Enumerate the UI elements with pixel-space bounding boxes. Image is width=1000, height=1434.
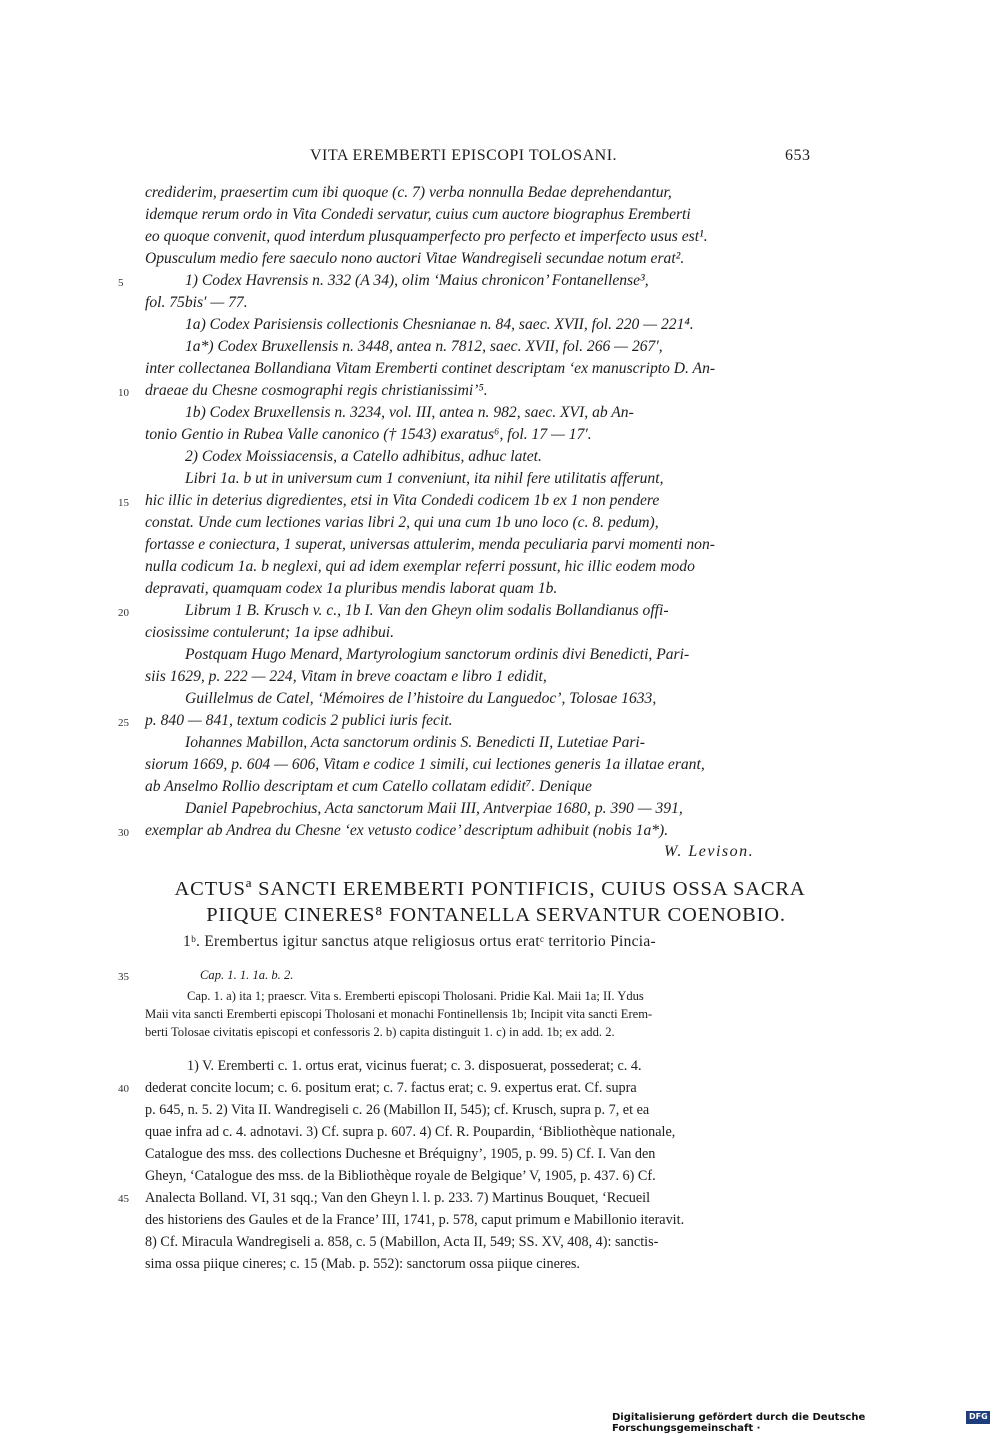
footnote-line: 8) Cf. Miracula Wandregiseli a. 858, c. 5 (Mabillon, Acta II, 549; SS. XV, 408, 4): sanctis- bbox=[145, 1234, 659, 1250]
text-line: Daniel Papebrochius, Acta sanctorum Maii III, Antverpiae 1680, p. 390 — 391, bbox=[185, 800, 683, 817]
footnote-line: sima ossa piique cineres; c. 15 (Mab. p. 552): sanctorum ossa piique cineres. bbox=[145, 1256, 580, 1272]
text-line: ciosissime contulerunt; 1a ipse adhibui. bbox=[145, 624, 395, 641]
text-line: exemplar ab Andrea du Chesne ‘ex vetusto codice’ descriptum adhibuit (nobis 1a*). bbox=[145, 822, 669, 839]
apparatus-line: Cap. 1. a) ita 1; praescr. Vita s. Eremberti episcopi Tholosani. Pridie Kal. Maii 1a; II. Ydus bbox=[187, 989, 644, 1003]
text-line: inter collectanea Bollandiana Vitam Eremberti continet descriptam ‘ex manuscripto D. An- bbox=[145, 360, 716, 377]
text-line: p. 840 — 841, textum codicis 2 publici iuris fecit. bbox=[145, 712, 453, 729]
apparatus-line: Cap. 1. 1. 1a. b. 2. bbox=[200, 968, 294, 982]
running-header-title: VITA EREMBERTI EPISCOPI TOLOSANI. bbox=[310, 147, 618, 164]
editor-signature: W. Levison. bbox=[664, 843, 755, 860]
text-line: Iohannes Mabillon, Acta sanctorum ordinis S. Benedicti II, Lutetiae Pari- bbox=[185, 734, 645, 751]
text-line: Libri 1a. b ut in universum cum 1 conveniunt, ita nihil fere utilitatis afferunt, bbox=[185, 470, 664, 487]
digitization-credit: Digitalisierung gefördert durch die Deutsche Forschungsgemeinschaft · bbox=[612, 1412, 866, 1434]
text-line: tonio Gentio in Rubea Valle canonico († 1543) exaratus⁶, fol. 17 — 17′. bbox=[145, 426, 592, 443]
line-number: 40 bbox=[118, 1083, 129, 1095]
text-line: 1b) Codex Bruxellensis n. 3234, vol. III, antea n. 982, saec. XVI, ab An- bbox=[185, 404, 634, 421]
page-number: 653 bbox=[785, 147, 811, 164]
text-line: constat. Unde cum lectiones varias libri 2, qui una cum 1b uno loco (c. 8. pedum), bbox=[145, 514, 659, 531]
line-number: 10 bbox=[118, 387, 129, 399]
text-line: fol. 75bis′ — 77. bbox=[145, 294, 248, 311]
apparatus-line: Maii vita sancti Eremberti episcopi Tholosani et monachi Fontinellensis 1b; Incipit vita sancti Erem- bbox=[145, 1007, 653, 1021]
chapter-opening-line: 1ᵇ. Erembertus igitur sanctus atque religiosus ortus eratᶜ territorio Pincia- bbox=[183, 933, 656, 950]
text-line: eo quoque convenit, quod interdum plusquamperfecto pro perfecto et imperfecto usus est¹. bbox=[145, 228, 708, 245]
text-line: siis 1629, p. 222 — 224, Vitam in breve coactam e libro 1 edidit, bbox=[145, 668, 547, 685]
line-number: 45 bbox=[118, 1193, 129, 1205]
dfg-logo bbox=[966, 1411, 990, 1424]
text-line: nulla codicum 1a. b neglexi, qui ad idem exemplar referri possunt, hic illic eodem modo bbox=[145, 558, 695, 575]
footnote-line: 1) V. Eremberti c. 1. ortus erat, vicinus fuerat; c. 3. disposuerat, possederat; c. 4. bbox=[187, 1058, 642, 1074]
text-line: 2) Codex Moissiacensis, a Catello adhibitus, adhuc latet. bbox=[185, 448, 542, 465]
footnote-line: quae infra ad c. 4. adnotavi. 3) Cf. supra p. 607. 4) Cf. R. Poupardin, ‘Bibliothèque nationale, bbox=[145, 1124, 676, 1140]
text-line: fortasse e coniectura, 1 superat, universas attulerim, menda peculiaria parvi momenti non- bbox=[145, 536, 715, 553]
line-number: 35 bbox=[118, 971, 129, 983]
footnote-line: Catalogue des mss. des collections Duchesne et Bréquigny’, 1905, p. 99. 5) Cf. I. Van den bbox=[145, 1146, 656, 1162]
text-line: depravati, quamquam codex 1a pluribus mendis laborat quam 1b. bbox=[145, 580, 558, 597]
text-line: 1a*) Codex Bruxellensis n. 3448, antea n. 7812, saec. XVII, fol. 266 — 267′, bbox=[185, 338, 663, 355]
text-line: ab Anselmo Rollio descriptam et cum Catello collatam edidit⁷. Denique bbox=[145, 778, 592, 795]
footnote-line: dederat concite locum; c. 6. positum erat; c. 7. factus erat; c. 9. expertus erat. Cf. supra bbox=[145, 1080, 637, 1096]
footnote-line: Gheyn, ‘Catalogue des mss. de la Bibliothèque royale de Belgique’ V, 1905, p. 437. 6) Cf. bbox=[145, 1168, 656, 1184]
line-number: 20 bbox=[118, 607, 129, 619]
text-line: Librum 1 B. Krusch v. c., 1b I. Van den Gheyn olim sodalis Bollandianus offi- bbox=[185, 602, 669, 619]
text-line: draeae du Chesne cosmographi regis christianissimi’⁵. bbox=[145, 382, 488, 399]
text-line: 1a) Codex Parisiensis collectionis Chesnianae n. 84, saec. XVII, fol. 220 — 221⁴. bbox=[185, 316, 694, 333]
footnote-line: Analecta Bolland. VI, 31 sqq.; Van den Gheyn l. l. p. 233. 7) Martinus Bouquet, ‘Recueil bbox=[145, 1190, 651, 1206]
section-title-line-2: PIIQUE CINERES⁸ FONTANELLA SERVANTUR COENOBIO. bbox=[206, 904, 786, 926]
text-line: idemque rerum ordo in Vita Condedi servatur, cuius cum auctore biographus Eremberti bbox=[145, 206, 691, 223]
line-number: 15 bbox=[118, 497, 129, 509]
footnote-line: p. 645, n. 5. 2) Vita II. Wandregiseli c. 26 (Mabillon II, 545); cf. Krusch, supra p. 7, et ea bbox=[145, 1102, 650, 1118]
text-line: Guillelmus de Catel, ‘Mémoires de l’histoire du Languedoc’, Tolosae 1633, bbox=[185, 690, 657, 707]
footnote-line: des historiens des Gaules et de la France’ III, 1741, p. 578, caput primum e Mabillonio iteravit. bbox=[145, 1212, 685, 1228]
text-line: Opusculum medio fere saeculo nono auctori Vitae Wandregiseli secundae notum erat². bbox=[145, 250, 685, 267]
text-line: hic illic in deterius digredientes, etsi in Vita Condedi codicem 1b ex 1 non pendere bbox=[145, 492, 660, 509]
text-line: siorum 1669, p. 604 — 606, Vitam e codice 1 simili, cui lectiones generis 1a illatae erant, bbox=[145, 756, 705, 773]
apparatus-line: berti Tolosae civitatis episcopi et confessoris 2. b) capita distinguit 1. c) in add. 1b; ex add. 2. bbox=[145, 1025, 615, 1039]
line-number: 25 bbox=[118, 717, 129, 729]
line-number: 5 bbox=[118, 277, 124, 289]
text-line: 1) Codex Havrensis n. 332 (A 34), olim ‘Maius chronicon’ Fontanellense³, bbox=[185, 272, 649, 289]
text-line: Postquam Hugo Menard, Martyrologium sanctorum ordinis divi Benedicti, Pari- bbox=[185, 646, 690, 663]
text-line: crediderim, praesertim cum ibi quoque (c. 7) verba nonnulla Bedae deprehendantur, bbox=[145, 184, 672, 201]
section-title-line-1: ACTUSª SANCTI EREMBERTI PONTIFICIS, CUIUS OSSA SACRA bbox=[174, 878, 806, 900]
line-number: 30 bbox=[118, 827, 129, 839]
dfg-logo-text: DFG bbox=[969, 1412, 988, 1421]
